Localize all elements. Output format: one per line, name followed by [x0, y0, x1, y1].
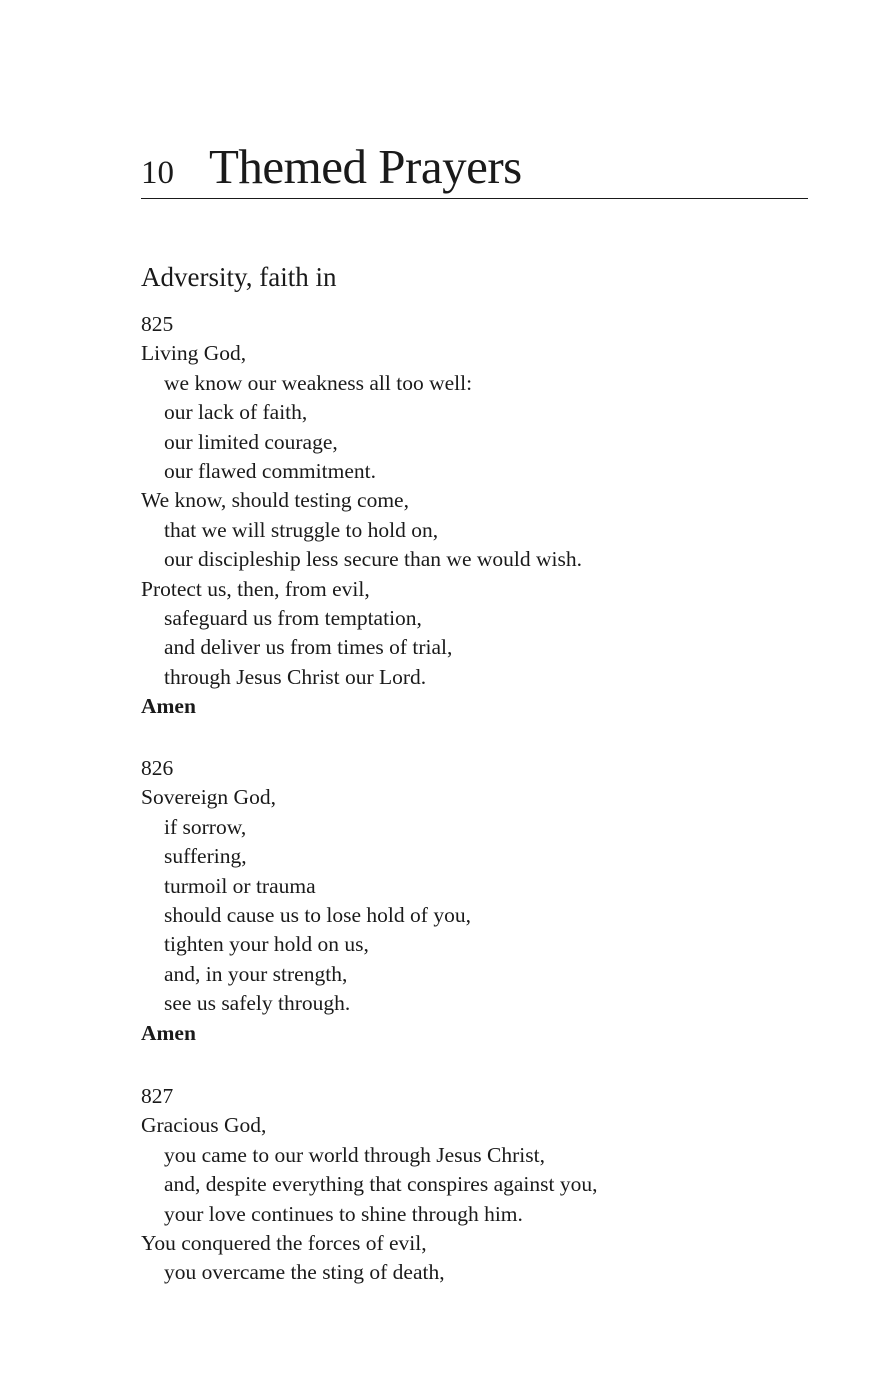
- prayer-line: and, despite everything that conspires against you,: [164, 1172, 598, 1197]
- prayer-line: through Jesus Christ our Lord.: [164, 664, 427, 689]
- prayer-line: Gracious God,: [141, 1113, 267, 1138]
- prayer-line: We know, should testing come,: [141, 488, 409, 513]
- prayer-number: 825: [141, 312, 174, 336]
- prayer-line: our flawed commitment.: [164, 459, 376, 484]
- prayer-line: Living God,: [141, 341, 247, 366]
- prayer-number: 827: [141, 1084, 174, 1108]
- prayer-line: Sovereign God,: [141, 785, 276, 810]
- prayer-line: turmoil or trauma: [164, 873, 316, 898]
- prayer-line: and deliver us from times of trial,: [164, 635, 453, 660]
- section-title: Adversity, faith in: [141, 262, 337, 292]
- prayer-826: [141, 754, 821, 1048]
- prayer-line: you came to our world through Jesus Christ,: [164, 1142, 545, 1167]
- prayer-line: our lack of faith,: [164, 400, 308, 425]
- prayer-line: if sorrow,: [164, 814, 247, 839]
- amen-line: Amen: [141, 1020, 196, 1045]
- prayer-line: suffering,: [164, 844, 247, 869]
- prayer-line: you overcame the sting of death,: [164, 1260, 445, 1285]
- prayer-line: see us safely through.: [164, 991, 351, 1016]
- prayer-line: our discipleship less secure than we would wish.: [164, 547, 582, 572]
- prayer-line: should cause us to lose hold of you,: [164, 903, 471, 928]
- prayer-line: tighten your hold on us,: [164, 932, 369, 957]
- prayer-line: Protect us, then, from evil,: [141, 576, 370, 601]
- prayer-line: and, in your strength,: [164, 961, 348, 986]
- chapter-number: 10: [141, 155, 174, 191]
- prayer-line: You conquered the forces of evil,: [141, 1231, 427, 1256]
- chapter-title: Themed Prayers: [209, 139, 522, 194]
- prayer-line: that we will struggle to hold on,: [164, 517, 439, 542]
- prayer-825: [141, 310, 821, 722]
- prayer-line: we know our weakness all too well:: [164, 370, 473, 395]
- prayer-line: safeguard us from temptation,: [164, 606, 422, 631]
- chapter-header: [141, 138, 808, 199]
- prayer-line: our limited courage,: [164, 429, 338, 454]
- amen-line: Amen: [141, 694, 196, 719]
- prayer-827: [141, 1082, 821, 1288]
- prayer-line: your love continues to shine through him.: [164, 1201, 523, 1226]
- prayer-number: 826: [141, 756, 174, 780]
